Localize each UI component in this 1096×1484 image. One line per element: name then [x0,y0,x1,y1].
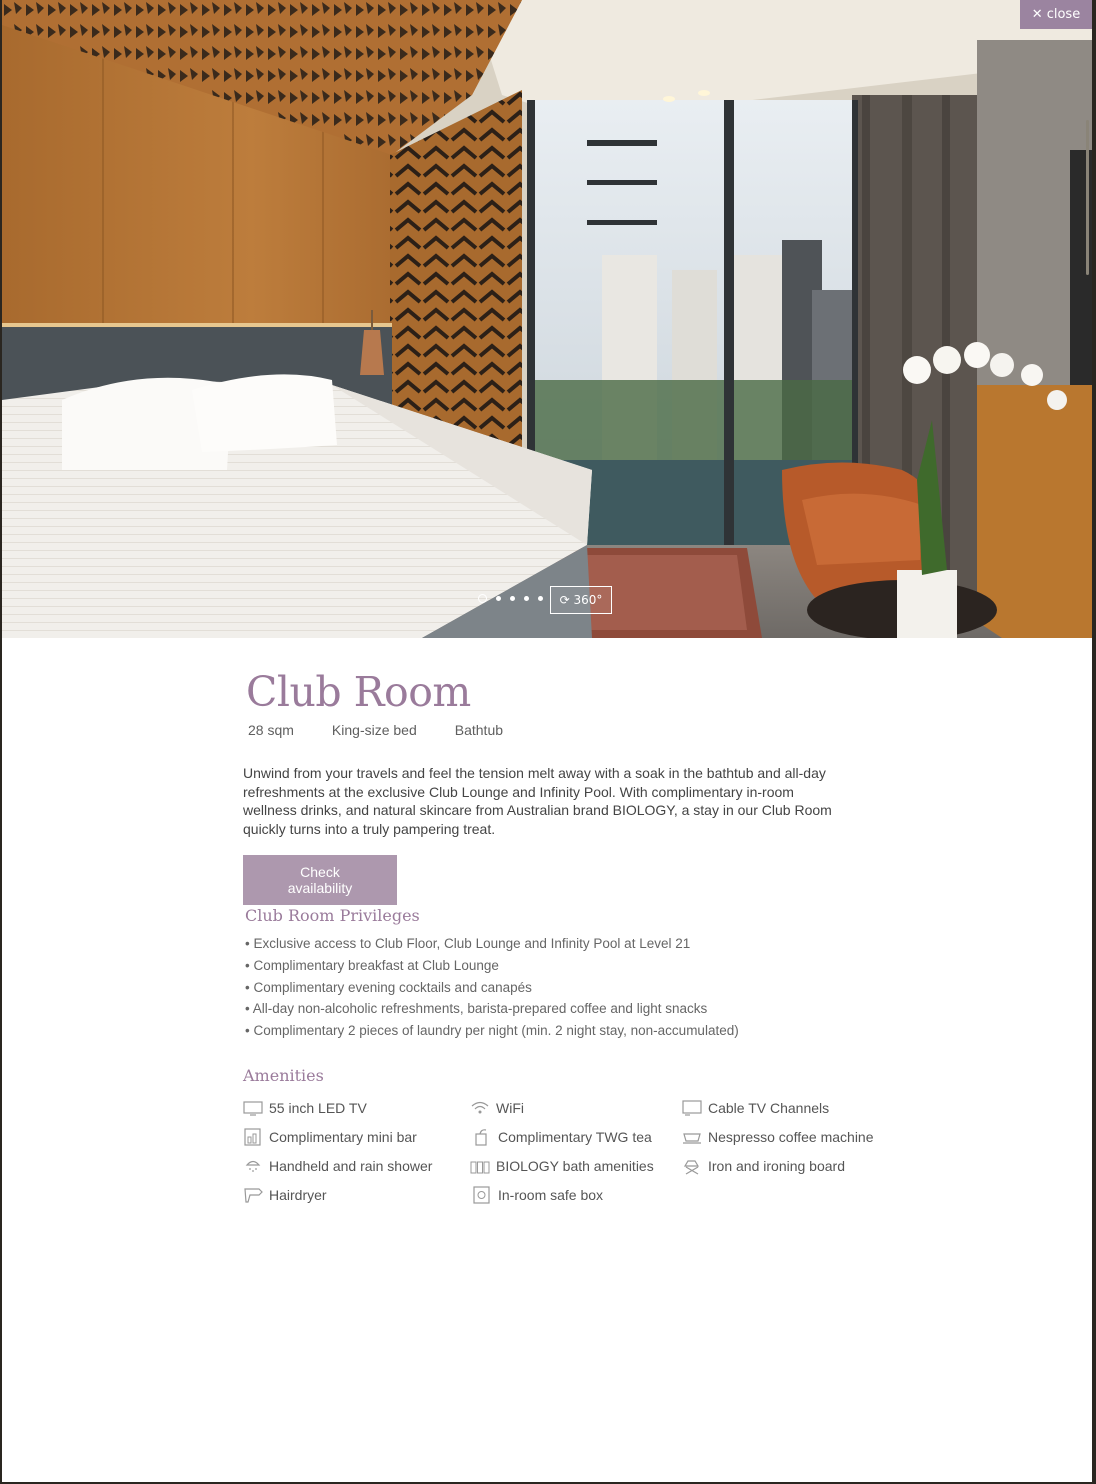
check-availability-button[interactable]: Check availability [243,855,397,905]
amenity-label: Hairdryer [269,1187,327,1203]
privilege-item: • Complimentary evening cocktails and canapés [245,979,532,995]
amenity-item [243,1128,417,1146]
amenity-item [470,1099,524,1117]
safe-icon [472,1186,492,1204]
amenity-item [472,1186,603,1204]
gallery-dot-2[interactable] [496,596,501,601]
room-specs [248,722,862,738]
room-detail-modal [2,0,1092,1482]
room-description: Unwind from your travels and feel the tension melt away with a soak in the bathtub and all-day refreshments at the exclusive Club Lounge and Infinity Pool. With complimentary in-room wellness drinks, and natural skincare from Australian brand BIOLOGY, a stay in our Club Room quickly turns into a truly pampering treat. [243,765,832,837]
room-bed: King-size bed [331,722,417,738]
room-photo [2,0,1092,638]
rotate-360-icon: ⟳ [559,593,570,607]
close-button[interactable] [1020,0,1092,29]
scrollbar-thumb[interactable] [1086,120,1089,275]
amenity-item [682,1099,829,1117]
amenity-label: Complimentary mini bar [269,1129,417,1145]
amenity-item [243,1157,432,1175]
iron-icon [682,1157,702,1175]
tv-icon [243,1099,263,1117]
close-label: close [1046,7,1081,22]
room-photo-gallery[interactable] [2,0,1092,638]
room-title: Club Room [246,668,471,716]
amenities-title: Amenities [243,1066,324,1085]
privileges-title: Club Room Privileges [245,906,420,925]
close-icon: ✕ [1031,7,1043,22]
privileges-section [245,906,739,1042]
view-360-button[interactable] [550,586,612,614]
amenity-item [472,1128,652,1146]
room-size: 28 sqm [248,722,294,738]
privilege-item: • Complimentary breakfast at Club Lounge [245,957,499,973]
cable-tv-icon [682,1099,702,1117]
privilege-item: • Exclusive access to Club Floor, Club Lounge and Infinity Pool at Level 21 [245,936,691,951]
amenity-label: Handheld and rain shower [269,1158,433,1174]
privilege-item: • All-day non-alcoholic refreshments, barista-prepared coffee and light snacks [245,1001,708,1017]
privileges-list [245,933,739,1042]
hairdryer-icon [243,1186,263,1204]
wifi-icon [470,1099,490,1117]
amenity-label: 55 inch LED TV [269,1100,367,1116]
amenity-item [682,1128,874,1146]
gallery-dot-1[interactable] [478,594,487,603]
amenity-label: Cable TV Channels [708,1100,830,1116]
amenity-label: Iron and ironing board [708,1158,845,1174]
privilege-item: • Complimentary 2 pieces of laundry per night (min. 2 night stay, non-accumulated) [245,1023,739,1039]
gallery-pagination [478,594,543,603]
amenity-label: In-room safe box [498,1187,604,1203]
view-360-label: 360° [573,593,603,607]
gallery-dot-5[interactable] [538,596,543,601]
bath-amenities-icon [470,1157,490,1175]
amenity-label: Nespresso coffee machine [708,1129,874,1145]
amenity-item [243,1099,367,1117]
room-bath: Bathtub [454,722,504,738]
amenity-item [470,1157,654,1175]
room-info [242,668,862,905]
mini-bar-icon [243,1128,263,1146]
amenity-label: Complimentary TWG tea [498,1129,652,1145]
shower-icon [243,1157,263,1175]
amenity-item [243,1186,327,1204]
amenity-label: BIOLOGY bath amenities [496,1158,654,1174]
coffee-machine-icon [682,1128,702,1146]
gallery-dot-3[interactable] [510,596,515,601]
tea-icon [472,1128,492,1146]
amenity-label: WiFi [496,1100,524,1116]
gallery-dot-4[interactable] [524,596,529,601]
amenities-section [243,1066,874,1203]
amenity-item [682,1157,845,1175]
